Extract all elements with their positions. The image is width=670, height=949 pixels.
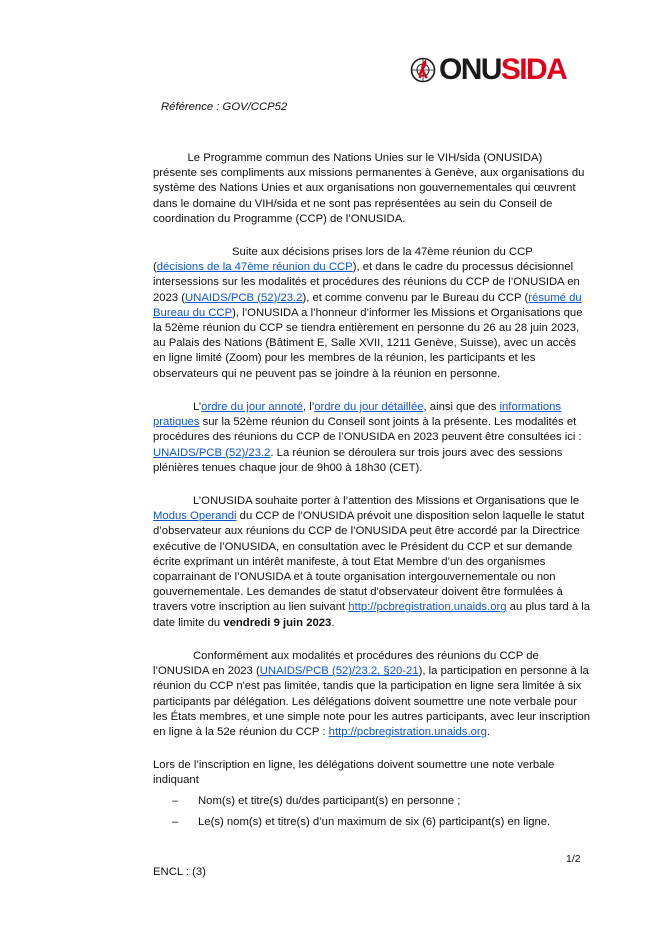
text-line: exécutive de l’ONUSIDA, en consultation avec le Président du CCP et sur demande	[153, 540, 573, 553]
link-unaids-pcb-modalities[interactable]: UNAIDS/PCB (52)/23.2	[153, 446, 271, 459]
text-line: L’ONUSIDA souhaite porter à l’attention des Missions et Organisations que le	[193, 495, 580, 507]
text-line: travers votre inscription au lien suivant http://pcbregistration.unaids.org au plus tard à la	[153, 601, 591, 614]
text-line: Lors de l’inscription en ligne, les délégations doivent soumettre une note verbale	[153, 759, 555, 771]
link-practical-info-cont[interactable]: pratiques	[153, 416, 200, 429]
text-line: (décisions de la 47ème réunion du CCP), et dans le cadre du processus décisionnel	[153, 261, 574, 274]
text-line: 2023 (UNAIDS/PCB (52)/23.2), et comme convenu par le Bureau du CCP (résumé du	[153, 291, 582, 304]
logo-text-dark: ONU	[439, 53, 501, 86]
text-line: les États membres, et une simple note pour les autres participants, avec leur inscription	[153, 710, 591, 723]
page-number: 1/2	[566, 853, 581, 865]
link-practical-info[interactable]: informations	[499, 401, 562, 413]
link-annotated-agenda[interactable]: ordre du jour annoté	[201, 401, 303, 413]
text-line: intersessions sur les modalités et procédures des réunions du CCP de l’ONUSIDA en	[153, 276, 580, 289]
text-line: UNAIDS/PCB (52)/23.2. La réunion se déroulera sur trois jours avec des sessions	[153, 446, 563, 459]
link-detailed-agenda[interactable]: ordre du jour détaillée	[314, 401, 424, 413]
enclosure-note: ENCL : (3)	[153, 866, 206, 878]
text-line: participants par délégation. Les délégations doivent soumettre une note verbale pour	[153, 695, 577, 708]
text-line: au Palais des Nations (Bâtiment E, Salle XVII, 1211 Genève, Suisse), avec un accès	[153, 337, 577, 350]
onusida-logo	[410, 53, 585, 86]
text-line: Conformément aux modalités et procédures des réunions du CCP de	[193, 650, 539, 662]
reference-line: Référence : GOV/CCP52	[161, 101, 288, 113]
un-emblem-icon	[410, 57, 436, 83]
paragraph-observer-status	[153, 494, 591, 631]
paragraph-meeting-announcement	[153, 245, 585, 382]
text-line: indiquant	[153, 774, 199, 787]
text-line: coparrainant de l’ONUSIDA et à toute organisation intergouvernementale ou non	[153, 571, 556, 584]
link-bureau-summary-cont[interactable]: Bureau du CCP	[153, 306, 233, 319]
link-registration-site-2[interactable]: http://pcbregistration.unaids.org	[328, 726, 487, 739]
text-line: L’ordre du jour annoté, l’ordre du jour détaillée, ainsi que des informations	[193, 401, 562, 413]
list-item: – Nom(s) et titre(s) du/des participant(s) en personne ;	[172, 795, 461, 807]
paragraph-intro	[153, 151, 585, 227]
text-line: en ligne limité (Zoom) pour les membres de la réunion, les participants et les	[153, 352, 536, 365]
text-line: gouvernementale. Les demandes de statut d'observateur doivent être formulées à	[153, 586, 563, 599]
link-registration-site[interactable]: http://pcbregistration.unaids.org	[348, 601, 507, 614]
text-line: pratiques sur la 52ème réunion du Conseil sont joints à la présente. Les modalités et	[153, 416, 577, 429]
text-line: date limite du vendredi 9 juin 2023.	[153, 616, 335, 629]
text-line: coordination du Programme (CCP) de l’ONUSIDA.	[153, 212, 406, 225]
text-line: système des Nations Unies et aux organisations non gouvernementales qui œuvrent	[153, 182, 576, 195]
text-line: observateurs qui ne peuvent pas se joindre à la réunion en personne.	[153, 367, 501, 380]
text-line: Le Programme commun des Nations Unies sur le VIH/sida (ONUSIDA)	[153, 152, 543, 164]
text-line: Modus Operandi du CCP de l’ONUSIDA prévoit une disposition selon laquelle le statut	[153, 510, 585, 523]
link-unaids-pcb-document[interactable]: UNAIDS/PCB (52)/23.2	[185, 291, 303, 304]
link-decisions-47th-meeting[interactable]: décisions de la 47ème réunion du CCP	[156, 261, 353, 274]
dash-bullet: –	[172, 816, 179, 828]
text-line: écrite exprimant un intérêt manifeste, à tout Etat Membre d’un des organismes	[153, 555, 546, 568]
paragraph-registration	[153, 758, 585, 788]
paragraph-agenda	[153, 400, 585, 476]
list-item: – Le(s) nom(s) et titre(s) d’un maximum de six (6) participant(s) en ligne.	[172, 816, 551, 828]
text-line: présente ses compliments aux missions permanentes à Genève, aux organisations du	[153, 167, 585, 180]
text-line: d’observateur aux réunions du CCP de l’ONUSIDA peut être accordé par la Directrice	[153, 525, 580, 538]
text-line: Bureau du CCP), l’ONUSIDA a l’honneur d’informer les Missions et Organisations que	[153, 306, 583, 319]
dash-bullet: –	[172, 795, 179, 807]
deadline-date: vendredi 9 juin 2023	[223, 616, 332, 629]
text-line: la 52ème réunion du CCP se tiendra entièrement en personne du 26 au 28 juin 2023,	[153, 322, 580, 335]
text-line: plénières tenues chaque jour de 9h00 à 18h30 (CET).	[153, 461, 423, 474]
paragraph-participation	[153, 649, 591, 740]
text-line: en ligne à la 52e réunion du CCP : http://pcbregistration.unaids.org.	[153, 726, 491, 739]
text-line: réunion du CCP n'est pas limitée, tandis que la participation en ligne sera limitée à six	[153, 680, 582, 693]
link-bureau-summary[interactable]: résumé du	[528, 291, 582, 304]
text-line: l’ONUSIDA en 2023 (UNAIDS/PCB (52)/23.2, §20-21), la participation en personne à la	[153, 665, 589, 678]
text-line: dans le domaine du VIH/sida et ne sont pas représentées au sein du Conseil de	[153, 197, 553, 210]
link-modus-operandi[interactable]: Modus Operandi	[153, 510, 237, 523]
requirements-list	[172, 794, 550, 836]
link-unaids-pcb-paragraphs[interactable]: UNAIDS/PCB (52)/23.2, §20-21	[259, 665, 419, 678]
logo-text-red: SIDA	[500, 53, 567, 86]
text-line: procédures des réunions du CCP de l’ONUSIDA en 2023 peuvent être consultées ici :	[153, 431, 582, 444]
text-line: Suite aux décisions prises lors de la 47ème réunion du CCP	[232, 246, 533, 258]
logo-wordmark	[439, 53, 566, 87]
